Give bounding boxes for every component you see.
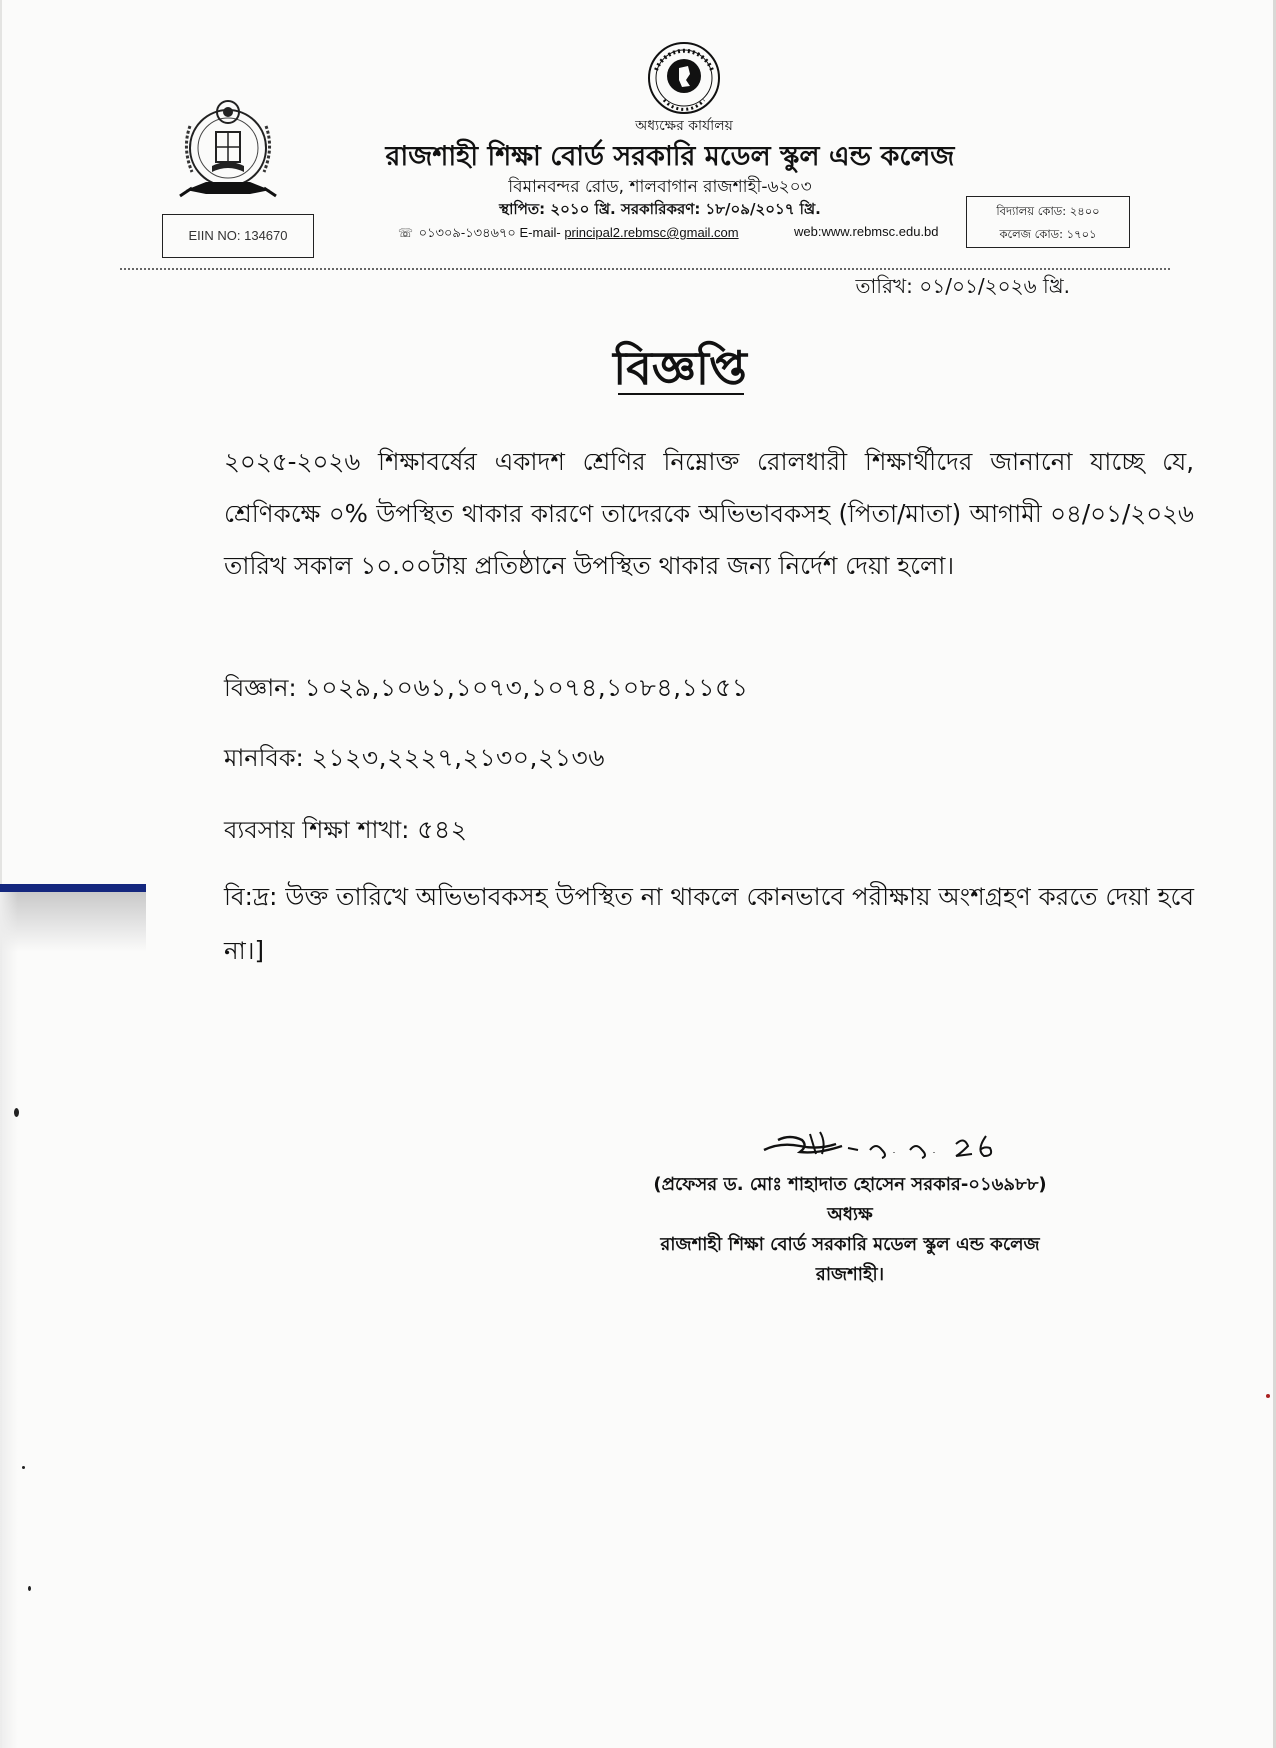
business-label: ব্যবসায় শিক্ষা শাখা:	[224, 816, 410, 844]
contact-line	[398, 224, 958, 245]
business-rolls	[224, 810, 467, 853]
email-link[interactable]: principal2.rebmsc@gmail.com	[564, 225, 739, 240]
signer-institution: রাজশাহী শিক্ষা বোর্ড সরকারি মডেল স্কুল এন্ড কলেজ	[660, 1234, 1040, 1255]
notice-body: ২০২৫-২০২৬ শিক্ষাবর্ষের একাদশ শ্রেণির নিম্নোক্ত রোলধারী শিক্ষার্থীদের জানানো যাচ্ছে যে, শ্রেণিকক্ষে ০% উপস্থিত থাকার কারণে তাদেরকে অভিভাবকসহ (পিতা/মাতা) আগামী ০৪/০১/২০২৬ তারিখ সকাল ১০.০০টায় প্রতিষ্ঠানে উপস্থিত থাকার জন্য নির্দেশ দেয়া হলো।	[224, 447, 1194, 580]
science-roll-numbers: ১০২৯,১০৬১,১০৭৩,১০৭৪,১০৮৪,১১৫১	[304, 673, 749, 702]
school-logo-icon	[176, 98, 280, 210]
notice-date: তারিখ: ০১/০১/২০২৬ খ্রি.	[855, 274, 1070, 298]
signer-city: রাজশাহী।	[815, 1264, 885, 1285]
eiin-box: EIIN NO: 134670	[162, 214, 314, 258]
school-code: বিদ্যালয় কোড: ২৪০০	[996, 204, 1100, 218]
scan-speck	[22, 1466, 25, 1469]
scan-speck	[14, 1108, 19, 1117]
website-text: web:www.rebmsc.edu.bd	[794, 224, 939, 239]
note-paragraph: বি:দ্র: উক্ত তারিখে অভিভাবকসহ উপস্থিত না থাকলে কোনভাবে পরীক্ষায় অংশগ্রহণ করতে দেয়া হবে না।]	[224, 882, 1194, 965]
scan-speck	[28, 1586, 31, 1591]
government-emblem-icon	[646, 40, 722, 116]
humanities-roll-numbers: ২১২৩,২২২৭,২১৩০,২১৩৬	[311, 743, 605, 772]
signer-block	[600, 1170, 1100, 1290]
address-line: বিমানবন্দর রোড, শালবাগান রাজশাহী-৬২০৩	[508, 177, 812, 197]
science-label: বিজ্ঞান:	[224, 674, 297, 702]
humanities-rolls	[224, 738, 605, 781]
signature-icon	[760, 1120, 1050, 1170]
business-roll-numbers: ৫৪২	[417, 815, 468, 844]
signer-designation: অধ্যক্ষ	[827, 1204, 873, 1225]
established-line: স্থাপিত: ২০১০ খ্রি. সরকারিকরণ: ১৮/০৯/২০১৭ খ্রি.	[499, 200, 821, 218]
binder-fold	[0, 892, 18, 1748]
header-divider	[120, 268, 1170, 270]
signer-name: (প্রফেসর ড. মোঃ শাহাদাত হোসেন সরকার-০১৬৯৮৮)	[653, 1174, 1047, 1195]
phone-number: ০১৩০৯-১৩৪৬৭০	[418, 225, 516, 240]
email-label: E-mail-	[519, 225, 561, 240]
binder-shadow	[0, 892, 146, 952]
notice-title: বিজ্ঞপ্তি	[613, 341, 747, 395]
school-name: রাজশাহী শিক্ষা বোর্ড সরকারি মডেল স্কুল এন্ড কলেজ	[385, 141, 955, 172]
binder-strip	[0, 884, 146, 892]
humanities-label: মানবিক:	[224, 744, 304, 772]
science-rolls	[224, 668, 748, 711]
scan-speck	[1266, 1394, 1270, 1398]
phone-icon: ☏	[398, 226, 414, 240]
code-box	[966, 196, 1130, 248]
title-underline	[618, 393, 744, 395]
college-code: কলেজ কোড: ১৭০১	[999, 227, 1097, 241]
office-label: অধ্যক্ষের কার্যালয়	[635, 118, 733, 134]
